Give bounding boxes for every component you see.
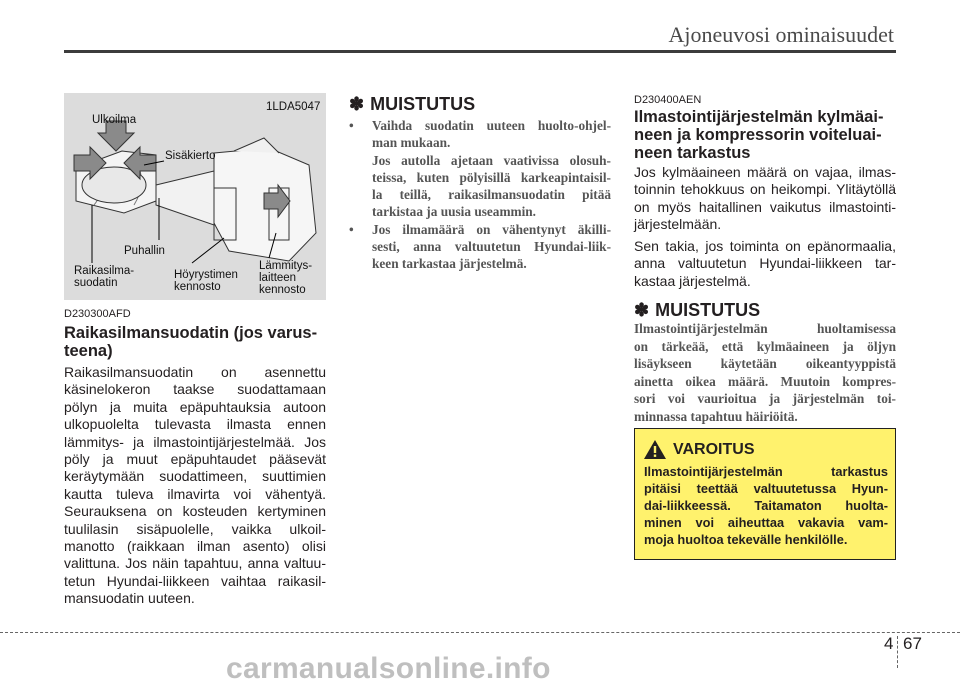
page-number-separator [897, 636, 898, 668]
warning-triangle-icon [643, 439, 667, 460]
note-text-right: Ilmastointijärjestelmän huoltamisessa on tärkeää, että kylmäaineen ja öljyn lisäykseen käytetään oikeantyyppistä ainetta oikea määrä. Muutoin kompres- sori voi vaurioitua ja järjestelmän toi- minnassa tapahtuu häiriöitä. [634, 321, 896, 424]
footer-rule [0, 632, 960, 633]
warning-header [643, 439, 754, 460]
note-asterisk-icon: ✽ [634, 300, 650, 320]
warning-title: VAROITUS [673, 440, 755, 458]
watermark: carmanualsonline.info [226, 652, 551, 685]
label-sisakierto: Sisäkierto [165, 150, 216, 162]
page-header-title: Ajoneuvosi ominaisuudet [668, 22, 894, 47]
filter-body-text: Raikasilmansuodatin on asennettu käsinelokeron taakse suodattamaan pölyn ja muita epäpuhtauksia autoon ulkopuolelta tulevasta ilmasta ennen lämmitys- ja ilmastointijärjestelmää. Jos pöly ja muut epäpuhtaudet pääsevät keräytymään suodattimeen, suuttimien kautta tuleva ilmavirta voi vähentyä. Seurauksena on kosteuden kertyminen tuulilasin sisäpuolelle, vaikka ulkoil- manotto (raikkaan ilman asento) olisi valittuna. Jos näin tapahtuu, anna valtuu- tetun Hyundai-liikkeen vaihtaa raikasil- mansuodatin uuteen. [64, 364, 326, 607]
section-heading-refrigerant: Ilmastointijärjestelmän kylmäai- neen ja kompressorin voiteluai- neen tarkastus [634, 108, 884, 162]
figure-code: 1LDA5047 [266, 101, 321, 113]
section-heading-filter: Raikasilmansuodatin (jos varus- teena) [64, 324, 318, 360]
chapter-number: 4 [884, 634, 894, 653]
note-asterisk-icon: ✽ [349, 94, 365, 114]
note-heading-right: ✽ MUISTUTUS [634, 300, 761, 320]
section-code-refrigerant: D230400AEN [634, 94, 702, 106]
note-list-middle [349, 117, 611, 273]
list-item: • Jos ilmamäärä on vähentynyt äkilli- sesti, anna valtuutetun Hyundai-liik- keen tarkastaa järjestelmä. [349, 221, 611, 272]
label-puhallin: Puhallin [124, 245, 165, 257]
label-raikasilmasuodatin: Raikasilma- suodatin [74, 265, 135, 289]
label-ulkoilma: Ulkoilma [92, 114, 137, 126]
list-item: • Vaihda suodatin uuteen huolto-ohjel- man mukaan. Jos autolla ajetaan vaativissa olosuh- teissa, kuten pölyisillä karkeapintaisil- la teillä, raikasilmansuodatin pitää tarkistaa ja uusia useammin. [349, 118, 611, 220]
warning-text: Ilmastointijärjestelmän tarkastus pitäisi teettää valtuutetussa Hyun- dai-liikkeessä. Taitamaton huolta- minen voi aiheuttaa vakavia vam- moja huoltoa tekevälle henkilölle. [644, 464, 888, 547]
warning-box [634, 428, 896, 560]
note-heading-middle: ✽ MUISTUTUS [349, 94, 476, 114]
hvac-diagram [64, 93, 326, 300]
section-code-filter: D230300AFD [64, 308, 131, 320]
header-rule [64, 50, 896, 53]
refrigerant-para-2: Sen takia, jos toiminta on epänormaalia, anna valtuutetun Hyundai-liikkeen tar- kastaa järjestelmä. [634, 238, 896, 289]
label-lammityslaitteen-kennosto: Lämmitys- laitteen kennosto [259, 260, 313, 296]
refrigerant-para-1: Jos kylmäaineen määrä on vajaa, ilmas- toinnin tehokkuus on heikompi. Ylitäytöllä on myös haitallinen vaikutus ilmastointi- järjestelmään. [634, 164, 896, 233]
label-hoyrystimen-kennosto: Höyrystimen kennosto [174, 269, 238, 293]
page-number: 67 [903, 634, 922, 653]
